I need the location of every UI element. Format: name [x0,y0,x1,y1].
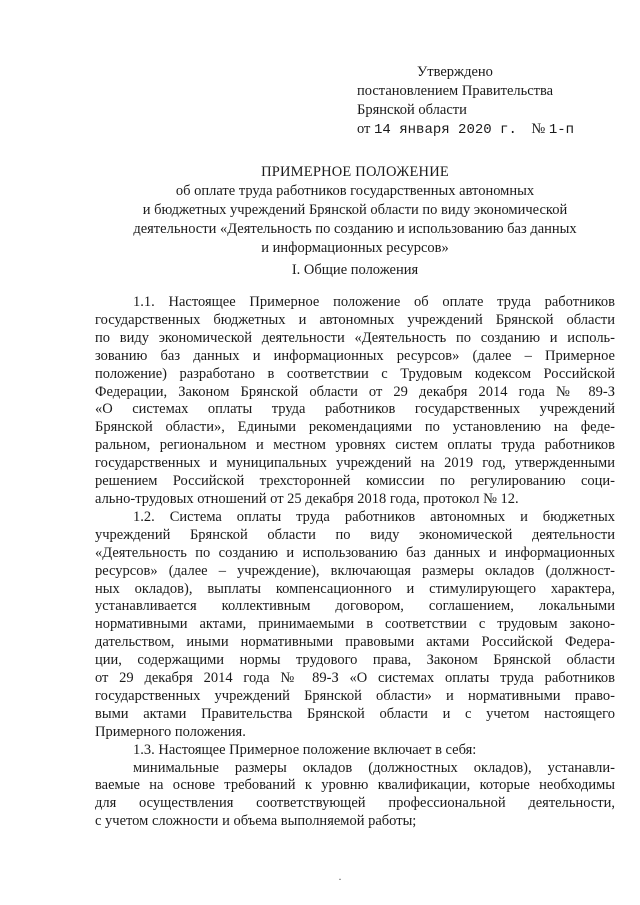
title-subtitle-line: деятельности «Деятельность по созданию и использованию баз данных [133,221,577,237]
body-line: дательством, иными нормативными правовыми актами Российской Федера- [95,634,615,651]
approval-date: 14 января 2020 г. [374,122,517,138]
body-line: ции, содержащими нормы трудового права, Законом Брянской области [95,652,615,669]
body-line: государственных и муниципальных учреждений на 2019 год, утвержденными [95,455,615,472]
title-subtitle-line: и бюджетных учреждений Брянской области по виду экономической [142,202,568,218]
body-line: Федерации, Законом Брянской области от 29 декабря 2014 года № 89-З [95,383,615,400]
title-main: ПРИМЕРНОЕ ПОЛОЖЕНИЕ [261,164,449,180]
title-subtitle-line: об оплате труда работников государственных автономных [175,183,535,199]
body-line: 1.2. Система оплаты труда работников автономных и бюджетных [133,508,615,525]
body-line: ально-трудовых отношений от 25 декабря 2018 года, протокол № 12. [95,490,519,507]
body-line: ральном, региональном и местном уровнях систем оплаты труда работников [95,437,615,454]
body-line: 1.1. Настоящее Примерное положение об оплате труда работников [133,294,615,310]
body-line: учреждений Брянской области по виду экономической деятельности [95,526,615,543]
approval-number-label: № [531,121,546,137]
body-line: решением Российской трехсторонней комиссии по регулированию соци- [95,473,615,490]
body-line: ных окладов), выплаты компенсационного и стимулирующего характера, [95,580,615,597]
body-line: выми актами Правительства Брянской области и с учетом настоящего [95,705,615,722]
page-mark: · [338,872,342,886]
body-line: нормативными актами, принимаемыми в соответствии с трудовым законо- [95,616,615,633]
body-text [95,294,615,831]
approval-heading: Утверждено [417,64,493,80]
approval-line: Брянской области [357,102,467,118]
body-line: по виду экономической деятельности «Деятельность по созданию и исполь- [95,329,615,346]
approval-number: 1-п [548,122,575,138]
body-line: «Деятельность по созданию и использованию баз данных и информационных [95,544,615,561]
body-line: от 29 декабря 2014 года № 89-З «О системах оплаты труда работников [95,670,615,687]
section-heading: I. Общие положения [291,262,419,278]
body-line: 1.3. Настоящее Примерное положение включает в себя: [133,741,477,758]
body-line: Брянской области», Едиными рекомендациями по установлению на феде- [95,419,615,436]
body-line: государственных бюджетных и автономных учреждений Брянской области [95,311,615,328]
body-line: минимальные размеры окладов (должностных окладов), устанавли- [133,759,615,776]
body-line: устанавливается коллективным договором, соглашением, локальными [95,598,615,615]
body-line: положение) разработано в соответствии с Трудовым кодексом Российской [95,365,615,382]
approval-block [357,63,574,140]
document-title [95,163,615,258]
body-line: для осуществления соответствующей профессиональной деятельности, [95,795,615,812]
body-line: зованию баз данных и информационных ресурсов» (далее – Примерное [95,347,615,364]
approval-date-prefix: от [357,121,371,137]
title-subtitle-line: и информационных ресурсов» [261,240,449,256]
body-line: государственных учреждений Брянской области» и нормативными право- [95,687,615,704]
body-line: Примерного положения. [95,723,246,740]
body-line: с учетом сложности и объема выполняемой работы; [95,813,417,830]
approval-line: постановлением Правительства [357,83,554,99]
body-line: ваемые на основе требований к уровню квалификации, которые необходимы [95,777,615,794]
approval-date-line [357,120,574,140]
body-line: «О системах оплаты труда работников государственных учреждений [95,401,615,418]
body-line: ресурсов» (далее – учреждение), включающая размеры окладов (должност- [95,562,615,579]
